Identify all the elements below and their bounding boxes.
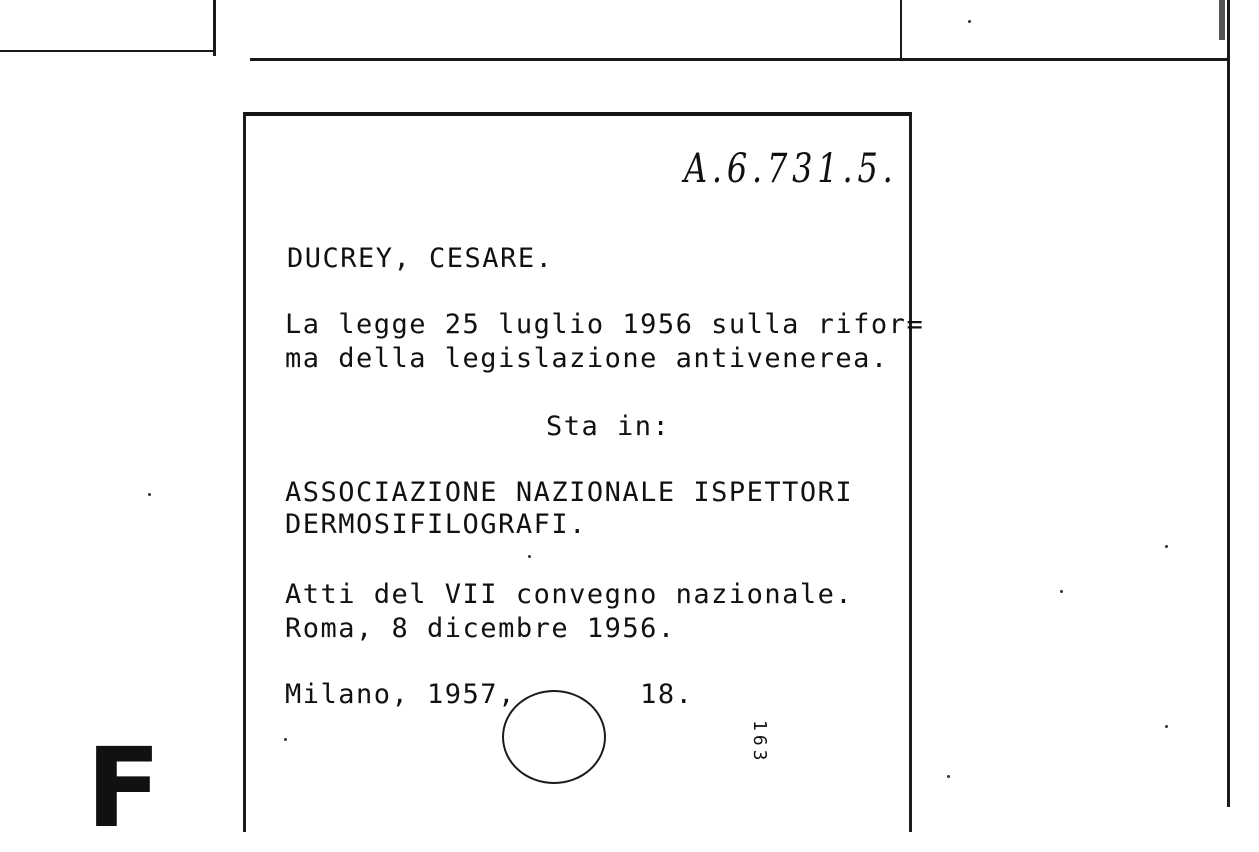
- title-line-2: ma della legislazione antivenerea.: [285, 343, 889, 374]
- proceedings-line-2: Roma, 8 dicembre 1956.: [285, 613, 676, 644]
- scan-speck: [528, 555, 531, 558]
- scan-speck: [284, 738, 287, 741]
- proceedings-line-1: Atti del VII convegno nazionale.: [285, 579, 854, 610]
- scan-speck: [1060, 590, 1063, 593]
- scan-speck: [947, 775, 950, 778]
- middle-frame-line: [900, 0, 902, 58]
- right-edge-mark: [1219, 0, 1225, 40]
- organization-line-2: DERMOSIFILOGRAFI.: [285, 509, 587, 540]
- shelfmark: A.6.731.5.: [684, 146, 898, 192]
- scan-speck: [968, 20, 971, 23]
- scan-speck: [1165, 545, 1168, 548]
- left-frame-line: [213, 0, 216, 56]
- top-horizontal-rule-right: [250, 58, 1230, 61]
- right-frame-line: [1227, 0, 1230, 807]
- scan-speck: [148, 493, 151, 496]
- circular-stamp: [502, 690, 606, 784]
- in-label: Sta in:: [546, 411, 671, 442]
- side-number: 163: [749, 720, 770, 765]
- imprint: Milano, 1957, 18.: [285, 679, 694, 710]
- scan-speck: [1165, 725, 1168, 728]
- top-horizontal-rule-left: [0, 50, 215, 52]
- title-line-1: La legge 25 luglio 1956 sulla rifor=: [285, 309, 925, 340]
- author-heading: DUCREY, CESARE.: [287, 243, 554, 274]
- margin-letter: F: [86, 724, 162, 852]
- organization-line-1: ASSOCIAZIONE NAZIONALE ISPETTORI: [285, 477, 854, 508]
